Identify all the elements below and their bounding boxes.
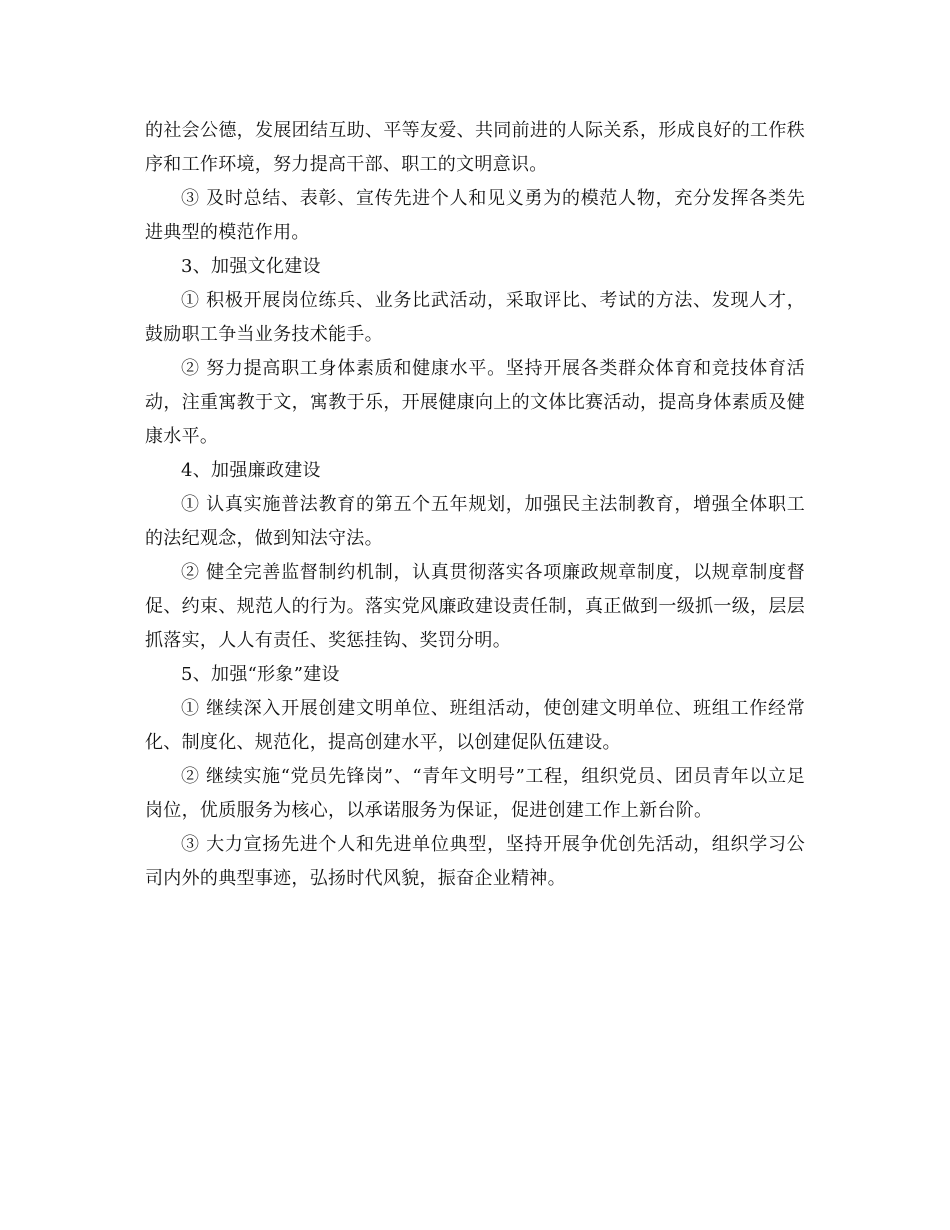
paragraph-item: ② 健全完善监督制约机制，认真贯彻落实各项廉政规章制度，以规章制度督促、约束、规范人的行为。落实党风廉政建设责任制，真正做到一级抓一级，层层抓落实，人人有责任、奖惩挂钩、奖罚分明。 [145, 562, 805, 651]
paragraph-item: ① 继续深入开展创建文明单位、班组活动，使创建文明单位、班组工作经常化、制度化、规范化，提高创建水平，以创建促队伍建设。 [145, 698, 805, 753]
paragraph-item: ② 努力提高职工身体素质和健康水平。坚持开展各类群众体育和竞技体育活动，注重寓教于文，寓教于乐，开展健康向上的文体比赛活动，提高身体素质及健康水平。 [145, 358, 805, 447]
paragraph-item: ③ 大力宣扬先进个人和先进单位典型，坚持开展争优创先活动，组织学习公司内外的典型事迹，弘扬时代风貌，振奋企业精神。 [145, 834, 805, 889]
document-body [145, 114, 805, 896]
paragraph-item: ① 积极开展岗位练兵、业务比武活动，采取评比、考试的方法、发现人才，鼓励职工争当业务技术能手。 [145, 290, 805, 345]
paragraph-item: ② 继续实施“党员先锋岗”、“青年文明号”工程，组织党员、团员青年以立足岗位，优质服务为核心，以承诺服务为保证，促进创建工作上新台阶。 [145, 766, 805, 821]
section-heading: 5、加强“形象”建设 [181, 664, 340, 685]
paragraph-item: ③ 及时总结、表彰、宣传先进个人和见义勇为的模范人物，充分发挥各类先进典型的模范作用。 [145, 188, 805, 243]
section-heading: 4、加强廉政建设 [181, 460, 321, 481]
section-heading: 3、加强文化建设 [181, 256, 321, 277]
paragraph-continuation: 的社会公德，发展团结互助、平等友爱、共同前进的人际关系，形成良好的工作秩序和工作环境，努力提高干部、职工的文明意识。 [145, 120, 805, 175]
paragraph-item: ① 认真实施普法教育的第五个五年规划，加强民主法制教育，增强全体职工的法纪观念，做到知法守法。 [145, 494, 805, 549]
